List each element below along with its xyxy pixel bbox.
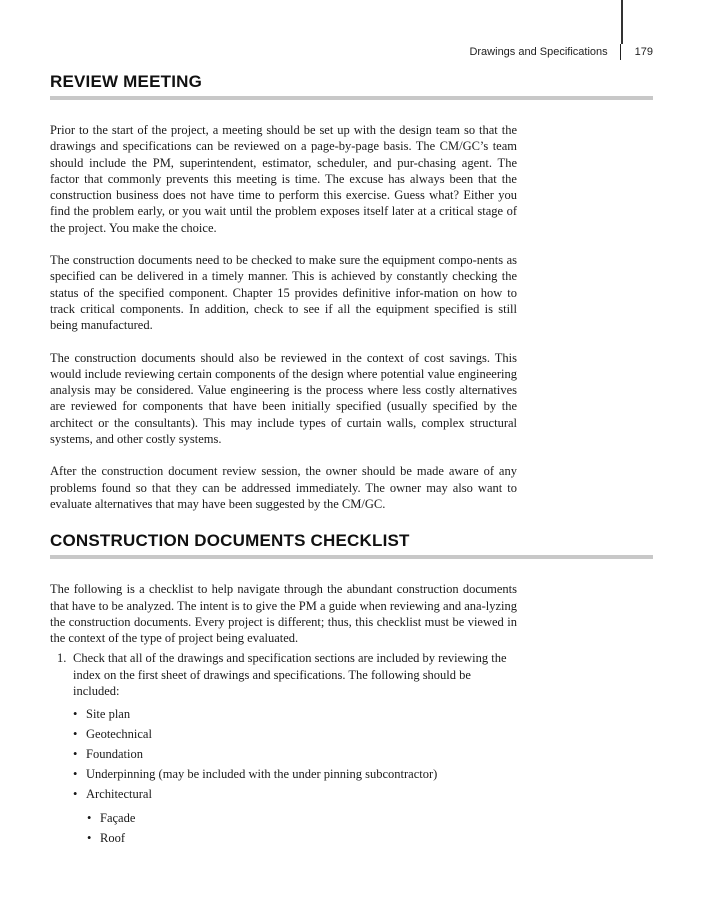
list-item: • Foundation	[73, 744, 517, 764]
list-item: • Site plan	[73, 704, 517, 724]
section-rule	[50, 555, 653, 559]
checklist-item	[50, 650, 517, 848]
running-title: Drawings and Specifications	[469, 46, 608, 58]
section-rule	[50, 96, 653, 100]
paragraph: The construction documents should also be reviewed in the context of cost savings. This would include reviewing certain components of the design where potential value engineering analysis may be considered. Value engineering is the process where less costly alternatives are reviewed for components that have been initially specified (usually specified by the architect or the consultants). This may include types of curtain walls, complex structural systems, and other costly systems.	[50, 350, 517, 447]
list-item: • Architectural	[73, 784, 517, 804]
checklist-intro: The following is a checklist to help navigate through the abundant construction documents that have to be analyzed. The intent is to give the PM a guide when reviewing and ana-lyzing the construction documents. Every project is different; thus, this checklist must be viewed in the context of the type of project being evaluated.	[50, 582, 517, 646]
sub-list-item: • Façade	[87, 808, 517, 828]
page-body	[50, 72, 653, 848]
section-title-checklist: CONSTRUCTION DOCUMENTS CHECKLIST	[50, 531, 410, 551]
sub-list-item: • Roof	[87, 828, 517, 848]
sub-bullet-list	[73, 808, 517, 848]
list-item: • Underpinning (may be included with the under pinning subcontractor)	[73, 764, 517, 784]
checklist	[50, 650, 517, 848]
running-header	[469, 44, 653, 60]
header-divider	[620, 44, 621, 60]
paragraph: Prior to the start of the project, a meeting should be set up with the design team so that the drawings and specifications can be reviewed on a page-by-page basis. The CM/GC’s team should include the PM, superintendent, estimator, scheduler, and pur-chasing agent. The factor that commonly prevents this meeting is time. The excuse has always been that the construction business does not have time to perform this exercise. Guess what? Either you find the problem early, or you wait until the problem exposes itself later at a critical stage of the project. You make the choice.	[50, 123, 517, 235]
paragraph: After the construction document review session, the owner should be made aware of any problems found so that they can be addressed immediately. The owner may also want to evaluate alternatives that may have been suggested by the CM/GC.	[50, 464, 517, 511]
item-text: Check that all of the drawings and specification sections are included by reviewing the index on the first sheet of drawings and specifications. The following should be included:	[73, 651, 507, 699]
bullet-list	[73, 704, 517, 804]
item-number: 1.	[57, 651, 67, 666]
list-item: • Geotechnical	[73, 724, 517, 744]
top-vertical-rule	[621, 0, 623, 44]
page-number: 179	[634, 46, 653, 58]
section-title-review-meeting: REVIEW MEETING	[50, 72, 203, 91]
paragraph: The construction documents need to be checked to make sure the equipment compo-nents as specified can be delivered in a timely manner. This is achieved by constantly checking the status of the specified component. Chapter 15 provides definitive infor-mation on how to track critical components. In addition, check to see if all the equipment specified is still being manufactured.	[50, 253, 517, 333]
